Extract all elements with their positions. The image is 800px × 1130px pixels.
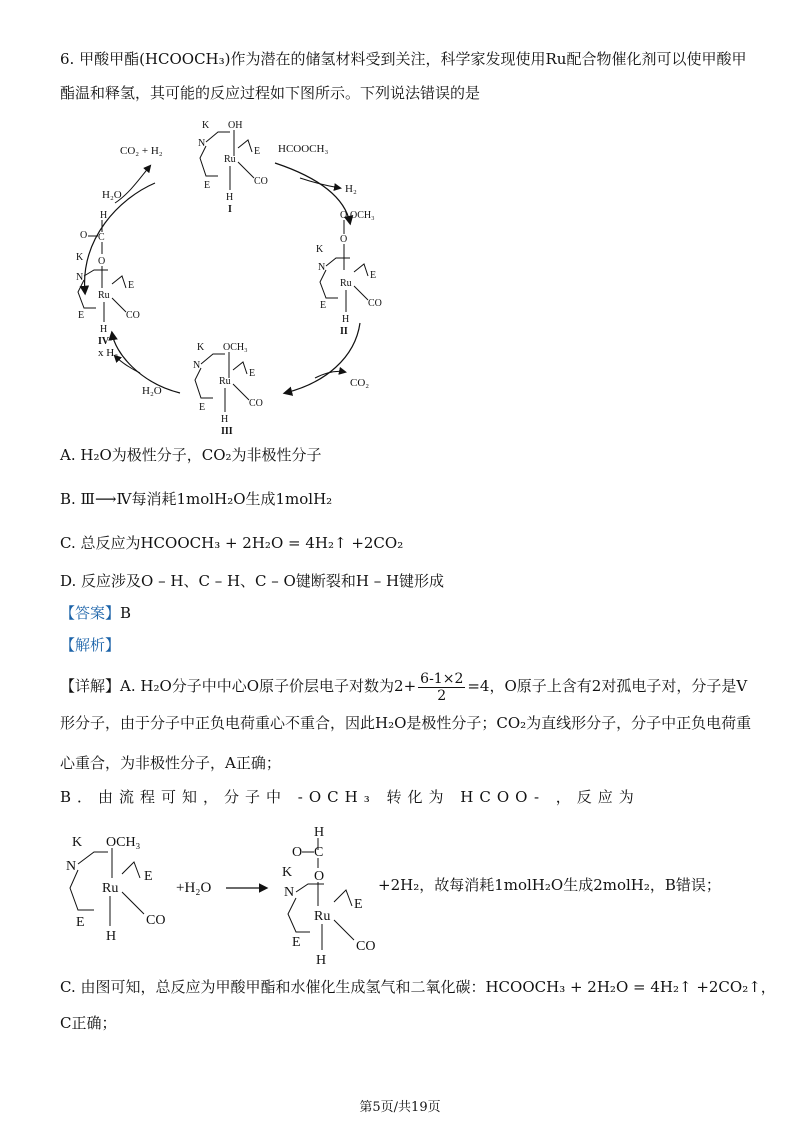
option-a: A. H₂O为极性分子，CO₂为非极性分子	[60, 446, 322, 464]
label-h2: H₂	[345, 183, 357, 195]
svg-text:CO: CO	[146, 913, 166, 928]
svg-text:CO: CO	[249, 398, 263, 409]
svg-text:OCH₃: OCH₃	[223, 342, 248, 353]
svg-text:N: N	[198, 138, 206, 149]
svg-text:E: E	[354, 897, 363, 912]
svg-text:E: E	[320, 300, 327, 311]
svg-text:CO: CO	[126, 310, 140, 321]
svg-text:N: N	[66, 859, 77, 874]
option-c: C. 总反应为HCOOCH₃ + 2H₂O = 4H₂↑ +2CO₂	[60, 534, 404, 552]
catalytic-cycle-diagram	[60, 108, 440, 438]
complex-iv	[76, 210, 140, 347]
svg-text:E: E	[292, 935, 301, 950]
arc-ii-to-iii	[285, 323, 360, 393]
fraction	[418, 671, 465, 704]
svg-text:O: O	[80, 230, 88, 241]
svg-text:I: I	[228, 204, 232, 215]
svg-text:K: K	[76, 252, 84, 263]
detail-b-tail: +2H₂，故每消耗1molH₂O生成2molH₂，B错误；	[378, 876, 721, 894]
svg-text:Ru: Ru	[102, 881, 119, 896]
label-co2-h2: CO₂ + H₂	[120, 145, 163, 157]
option-b: B. Ⅲ⟶Ⅳ每消耗1molH₂O生成1molH₂	[60, 490, 333, 508]
svg-text:N: N	[193, 360, 201, 371]
answer-value: B	[120, 604, 132, 622]
plus-h2o: +H₂O	[176, 880, 212, 896]
answer-label: 【答案】	[60, 604, 121, 622]
svg-text:E: E	[204, 180, 211, 191]
svg-text:O: O	[292, 845, 303, 860]
svg-text:C: C	[314, 845, 324, 860]
svg-text:H: H	[316, 953, 327, 966]
svg-text:E: E	[128, 280, 135, 291]
svg-text:CO: CO	[254, 176, 268, 187]
reaction-reactant-complex	[66, 835, 165, 944]
detail-a-line-3: 心重合，为非极性分子，A正确；	[60, 754, 281, 772]
svg-text:E: E	[76, 915, 85, 930]
svg-text:H: H	[100, 210, 108, 221]
detail-a-suffix: =4，O原子上含有2对孤电子对，分子是V	[467, 677, 748, 695]
svg-text:N: N	[76, 272, 84, 283]
svg-text:OCH₃: OCH₃	[350, 210, 375, 221]
arc-iii-to-iv	[112, 333, 180, 393]
svg-text:E: E	[249, 368, 256, 379]
fraction-numerator: 6-1×2	[420, 670, 464, 687]
svg-text:E: E	[254, 146, 261, 157]
svg-text:Ru: Ru	[314, 909, 331, 924]
page-footer: 第5页/共19页	[359, 1100, 441, 1115]
svg-text:CO: CO	[356, 939, 376, 954]
svg-text:E: E	[78, 310, 85, 321]
svg-text:II: II	[340, 326, 348, 337]
detail-a-prefix: 【详解】A. H₂O分子中中心O原子价层电子对数为2+	[60, 677, 417, 695]
svg-text:O: O	[314, 869, 325, 884]
svg-text:H: H	[221, 414, 229, 425]
svg-text:K: K	[282, 865, 293, 880]
svg-text:H: H	[106, 929, 117, 944]
svg-text:C: C	[98, 232, 105, 243]
reaction-product-complex	[282, 826, 375, 966]
label-xh2: x H₂	[98, 347, 119, 359]
svg-text:E: E	[144, 869, 153, 884]
question-line-2: 酯温和释氢，其可能的反应过程如下图所示。下列说法错误的是	[60, 84, 481, 102]
svg-text:O: O	[340, 234, 348, 245]
reaction-scheme-b	[60, 826, 380, 966]
complex-i	[198, 120, 268, 215]
svg-text:N: N	[318, 262, 326, 273]
svg-text:OH: OH	[228, 120, 243, 131]
svg-text:OCH₃: OCH₃	[106, 835, 141, 850]
svg-text:K: K	[316, 244, 324, 255]
label-co2: CO₂	[350, 377, 370, 389]
svg-text:Ru: Ru	[98, 290, 110, 301]
svg-text:Ru: Ru	[219, 376, 231, 387]
svg-text:E: E	[370, 270, 377, 281]
fraction-denominator: 2	[437, 687, 447, 704]
detail-a-line-2: 形分子，由于分子中正负电荷重心不重合，因此H₂O是极性分子；CO₂为直线形分子，分子中正负电荷重	[60, 714, 752, 732]
detail-c-line-1: C. 由图可知，总反应为甲酸甲酯和水催化生成氢气和二氧化碳：HCOOCH₃ + 2H₂O = 4H₂↑ +2CO₂↑，	[60, 978, 776, 996]
detail-b-line-1: B．由流程可知，分子中 -OCH₃ 转化为 HCOO- ，反应为	[60, 788, 640, 806]
option-d: D. 反应涉及O – H、C – H、C – O键断裂和H – H键形成	[60, 572, 445, 590]
svg-text:H: H	[100, 324, 108, 335]
svg-text:O: O	[98, 256, 106, 267]
svg-text:N: N	[284, 885, 295, 900]
svg-text:K: K	[72, 835, 83, 850]
analysis-label: 【解析】	[60, 636, 121, 654]
svg-text:H: H	[314, 826, 325, 840]
label-hcoo-ch3: HCOOCH₃	[278, 143, 329, 155]
label-h2o-top: H₂O	[102, 189, 122, 201]
svg-text:III: III	[221, 426, 233, 437]
svg-text:K: K	[197, 342, 205, 353]
detail-c-line-2: C正确；	[60, 1014, 117, 1032]
svg-text:E: E	[199, 402, 206, 413]
complex-iii	[193, 342, 263, 437]
svg-text:CO: CO	[368, 298, 382, 309]
svg-text:H: H	[342, 314, 350, 325]
answer-line	[60, 602, 131, 624]
detail-a-line-1	[60, 668, 747, 704]
svg-text:K: K	[202, 120, 210, 131]
label-h2o-bottom: H₂O	[142, 385, 162, 397]
svg-text:H: H	[226, 192, 234, 203]
complex-ii	[316, 210, 382, 337]
question-line-1: 6. 甲酸甲酯(HCOOCH₃)作为潜在的储氢材料受到关注，科学家发现使用Ru配合物催化剂可以使甲酸甲	[60, 50, 747, 68]
arc-i-to-ii	[275, 163, 350, 223]
svg-text:O: O	[340, 210, 348, 221]
svg-text:Ru: Ru	[340, 278, 352, 289]
svg-text:IV: IV	[98, 336, 110, 347]
svg-text:Ru: Ru	[224, 154, 236, 165]
